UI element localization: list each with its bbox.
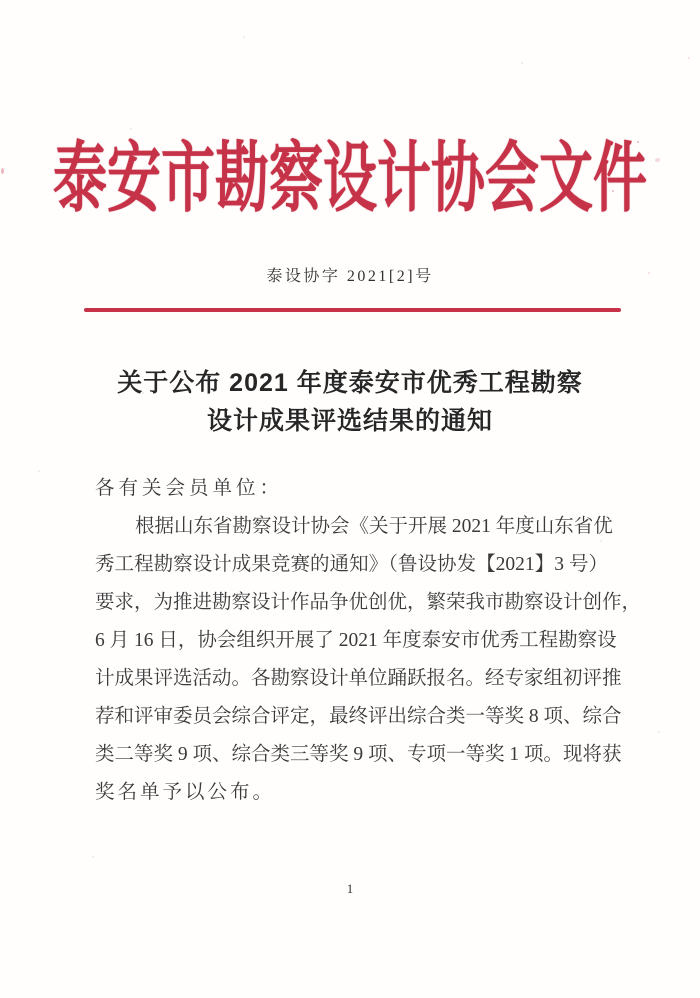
red-header-org-title: 泰安市勘察设计协会文件 <box>53 136 647 222</box>
body-line: 类二等奖 9 项、综合类三等奖 9 项、专项一等奖 1 项。现将获 <box>95 744 622 765</box>
body-line: 秀工程勘察设计成果竞赛的通知》（鲁设协发【2021】3 号） <box>95 554 608 575</box>
body-paragraph <box>95 470 642 812</box>
salutation-line: 各有关会员单位： <box>95 478 284 499</box>
red-divider-line <box>84 308 621 312</box>
page-number: 1 <box>346 882 354 896</box>
body-line: 荐和评审委员会综合评定，最终评出综合类一等奖 8 项、综合 <box>95 706 622 727</box>
body-line: 计成果评选活动。各勘察设计单位踊跃报名。经专家组初评推 <box>95 668 622 689</box>
body-line: 6 月 16 日，协会组织开展了 2021 年度泰安市优秀工程勘察设 <box>95 630 617 651</box>
body-line: 奖名单予以公布。 <box>95 782 276 803</box>
notice-title-line1: 关于公布 2021 年度泰安市优秀工程勘察 <box>117 369 583 397</box>
notice-title <box>0 364 700 440</box>
document-number: 泰设协字 2021[2]号 <box>266 268 434 285</box>
notice-title-line2: 设计成果评选结果的通知 <box>206 407 493 435</box>
body-line: 根据山东省勘察设计协会《关于开展 2021 年度山东省优 <box>134 516 613 537</box>
body-line: 要求，为推进勘察设计作品争优创优，繁荣我市勘察设计创作， <box>95 592 642 613</box>
